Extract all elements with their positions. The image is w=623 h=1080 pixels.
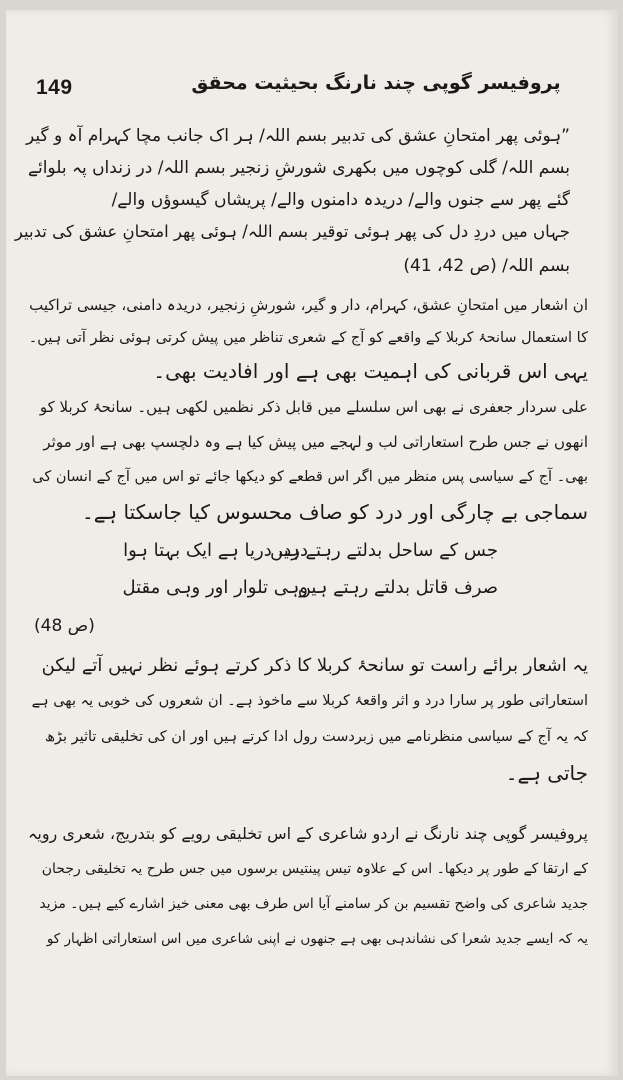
running-title: پروفیسر گوپی چند نارنگ بحیثیت محقق (191, 72, 561, 94)
quote-line: بسم اللہ/ گلی کوچوں میں بکھری شورشِ زنجیر بسم اللہ/ در زنداں پہ بلوائے (28, 158, 570, 178)
paragraph-line: کا استعمال سانحۂ کربلا کے واقعے کو آج کے شعری تناظر میں پیش کرتی ہوئی نظر آتی ہیں۔ (28, 330, 588, 346)
couplet-hemistich: درد، دریا ہے ایک بہتا ہوا (123, 540, 308, 561)
paragraph-line: یہ اشعار برائے راست تو سانحۂ کربلا کا ذکر کرتے ہوئے نظر نہیں آتے لیکن (41, 655, 588, 676)
couplet-hemistich: وہی تلوار اور وہی مقتل (122, 577, 308, 598)
paragraph-line: جاتی ہے۔ (505, 761, 588, 785)
couplet-citation: (ص 48) (34, 616, 95, 636)
paragraph-line: ان اشعار میں امتحانِ عشق، کہرام، دار و گیر، شورشِ زنجیر، دریدہ دامنی، جیسی تراکیب (29, 296, 588, 314)
paragraph-line: استعاراتی طور پر سارا درد و اثر واقعۂ کربلا سے ماخوذ ہے۔ ان شعروں کی خوبی یہ بھی ہے (31, 693, 588, 709)
couplet-hemistich: جس کے ساحل بدلتے رہتے ہیں (270, 540, 498, 561)
book-page (6, 10, 618, 1076)
page-header (6, 66, 618, 106)
paragraph-line: علی سردار جعفری نے بھی اس سلسلے میں قابل ذکر نظمیں لکھی ہیں۔ سانحۂ کربلا کو (39, 398, 588, 416)
quote-line: ”ہوئی پھر امتحانِ عشق کی تدبیر بسم اللہ/ ہر اک جانب مچا کہرام آہ و گیر (26, 126, 570, 146)
paragraph-line: کے ارتقا کے طور پر دیکھا۔ اس کے علاوہ تیس پینتیس برسوں میں جس طرح یہ تخلیقی رجحان (41, 861, 588, 877)
paragraph-line: یہ کہ ایسے جدید شعرا کی نشاندہی بھی ہے جنھوں نے اپنی شاعری میں اس استعاراتی اظہار کو (46, 931, 588, 947)
quote-line: گئے پھر سے جنوں والے/ دریدہ دامنوں والے/ پریشاں گیسوؤں والے/ (111, 190, 570, 210)
paragraph-line: انھوں نے جس طرح استعاراتی لب و لہجے میں پیش کیا ہے وہ دلچسپ بھی ہے اور موثر (43, 433, 588, 451)
paragraph-line: پروفیسر گوپی چند نارنگ نے اردو شاعری کے اس تخلیقی رویے کو بتدریج، شعری رویہ (27, 824, 588, 843)
paragraph-line: یہی اس قربانی کی اہمیت بھی ہے اور افادیت بھی۔ (153, 359, 588, 383)
quote-line-citation: بسم اللہ/ (ص 42، 41) (403, 256, 570, 276)
page-number: 149 (36, 76, 73, 99)
paragraph-line: بھی۔ آج کے سیاسی پس منظر میں اگر اس قطعے کو دیکھا جائے تو اس میں آج کے انسان کی (32, 469, 588, 485)
paragraph-line: جدید شاعری کی واضح تقسیم بن کر سامنے آیا اس طرف بھی معنی خیز اشارے کیے ہیں۔ مزید (39, 896, 588, 912)
paragraph-line: کہ یہ آج کے سیاسی منظرنامے میں زبردست رول ادا کرتے ہیں اور ان کی تخلیقی تاثیر بڑھ (44, 729, 588, 745)
paragraph-line: سماجی بے چارگی اور درد کو صاف محسوس کیا جاسکتا ہے۔ (81, 500, 588, 524)
quote-line: جہاں میں دردِ دل کی پھر ہوئی توقیر بسم اللہ/ ہوئی پھر امتحانِ عشق کی تدبیر (14, 222, 570, 241)
couplet-hemistich: صرف قاتل بدلتے رہتے ہیں (297, 577, 498, 598)
